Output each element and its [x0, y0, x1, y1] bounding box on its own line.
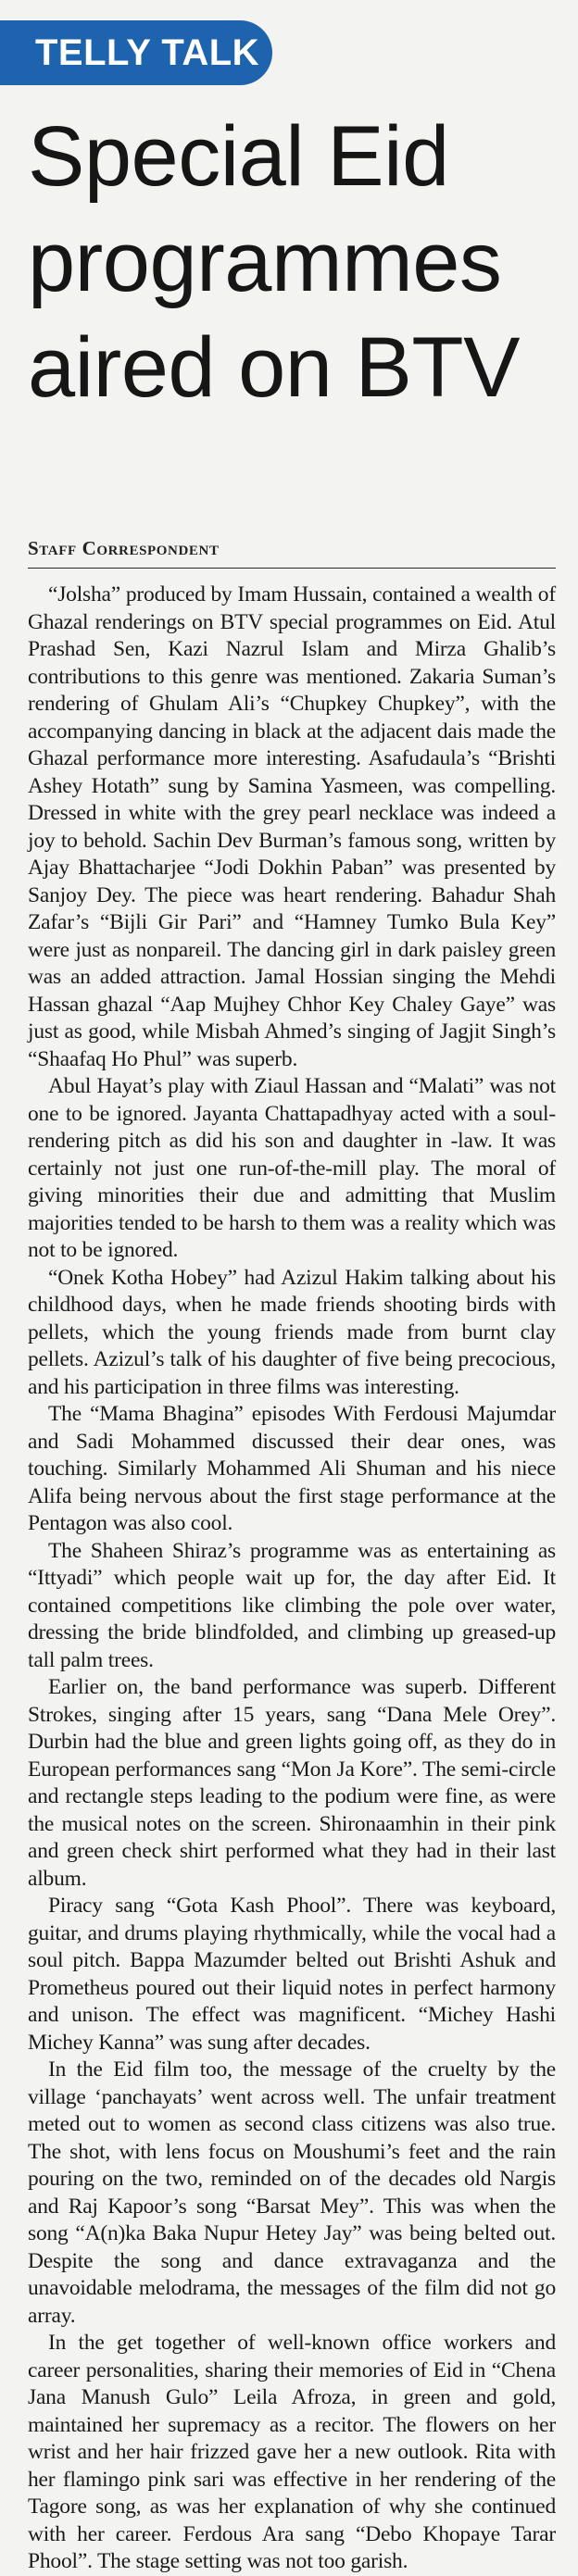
article-paragraph: The “Mama Bhagina” episodes With Ferdousi Majumdar and Sadi Mohammed discussed their dear ones, was touching. Similarly Mohammed Ali Shuman and his niece Alifa being nervous about the first stage performance at the Pentagon was also cool.: [28, 1402, 556, 1535]
article-paragraph: In the Eid film too, the message of the cruelty by the village ‘panchayats’ went across well. The unfair treatment meted out to women as second class citizens was also true. The shot, with lens focus on Moushumi’s feet and the rain pouring on the two, reminded on of the decades old Nargis and Raj Kapoor’s song “Barsat Mey”. This was when the song “A(n)ka Baka Nupur Hetey Jay” was being belted out. Despite the song and dance extravaganza and the unavoidable melodrama, the messages of the film did not go array.: [28, 2057, 556, 2328]
article-paragraph: “Onek Kotha Hobey” had Azizul Hakim talking about his childhood days, when he made friends shooting birds with pellets, which the young friends made from burnt clay pellets. Azizul’s talk of his daughter of five being precocious, and his participation in three films was interesting.: [28, 1265, 556, 1399]
article-paragraph: Piracy sang “Gota Kash Phool”. There was keyboard, guitar, and drums playing rhythmically, while the vocal had a soul pitch. Bappa Mazumder belted out Brishti Ashuk and Prometheus poured out their liquid notes in perfect harmony and unison. The effect was magnificent. “Michey Hashi Michey Kanna” was sung after decades.: [28, 1894, 556, 2055]
article-byline: Staff Correspondent: [28, 537, 220, 559]
article-paragraph: Earlier on, the band performance was superb. Different Strokes, singing after 15 years, sang “Dana Mele Orey”. Durbin had the blue and green lights going off, as they do in European performances sang “Mon Ja Kore”. The semi-circle and rectangle steps leading to the podium were fine, as were the musical notes on the screen. Shironaamhin in their pink and green check shirt performed what they had in their last album.: [28, 1675, 556, 1891]
section-banner: TELLY TALK: [0, 20, 272, 85]
article-headline: Special Eid programmes aired on BTV: [28, 109, 520, 415]
byline-divider: [28, 568, 556, 569]
article-body: [28, 581, 556, 2576]
article-paragraph: “Jolsha” produced by Imam Hussain, contained a wealth of Ghazal renderings on BTV special programmes on Eid. Atul Prashad Sen, Kazi Nazrul Islam and Mirza Ghalib’s contributions to this genre was mentioned. Zakaria Suman’s rendering of Ghulam Ali’s “Chupkey Chupkey”, with the accompanying dancing in black at the adjacent dais made the Ghazal performance more interesting. Asafudaula’s “Brishti Ashey Hotath” sung by Samina Yasmeen, was compelling. Dressed in white with the grey pearl necklace was indeed a joy to behold. Sachin Dev Burman’s famous song, written by Ajay Bhattacharjee “Jodi Dokhin Paban” was presented by Sanjoy Dey. The piece was heart rendering. Bahadur Shah Zafar’s “Bijli Gir Pari” and “Hamney Tumko Bula Key” were just as nonpareil. The dancing girl in dark paisley green was an added attraction. Jamal Hossian singing the Mehdi Hassan ghazal “Aap Mujhey Chhor Key Chaley Gaye” was just as good, while Misbah Ahmed’s singing of Jagjit Singh’s “Shaafaq Ho Phul” was superb.: [28, 582, 556, 1071]
article-paragraph: In the get together of well-known office workers and career personalities, sharing their memories of Eid in “Chena Jana Manush Gulo” Leila Afroza, in green and gold, maintained her supremacy as a recitor. The flowers on her wrist and her hair frizzed gave her a new outlook. Rita with her flamingo pink sari was effective in her rendering of the Tagore song, as was her explanation of why she continued with her career. Ferdous Ara sang “Debo Khopaye Tarar Phool”. The stage setting was not too garish.: [28, 2331, 556, 2573]
article-paragraph: The Shaheen Shiraz’s programme was as entertaining as “Ittyadi” which people wait up for, the day after Eid. It contained competitions like climbing the pole over water, dressing the bride blindfolded, and climbing up greased-up tall palm trees.: [28, 1538, 556, 1672]
article-paragraph: Abul Hayat’s play with Ziaul Hassan and “Malati” was not one to be ignored. Jayanta Chattapadhyay acted with a soul-rendering pitch as did his son and daughter in -law. It was certainly not just one run-of-the-mill play. The moral of giving minorities their due and admitting that Muslim majorities tended to be harsh to them was a reality which was not to be ignored.: [28, 1074, 556, 1262]
